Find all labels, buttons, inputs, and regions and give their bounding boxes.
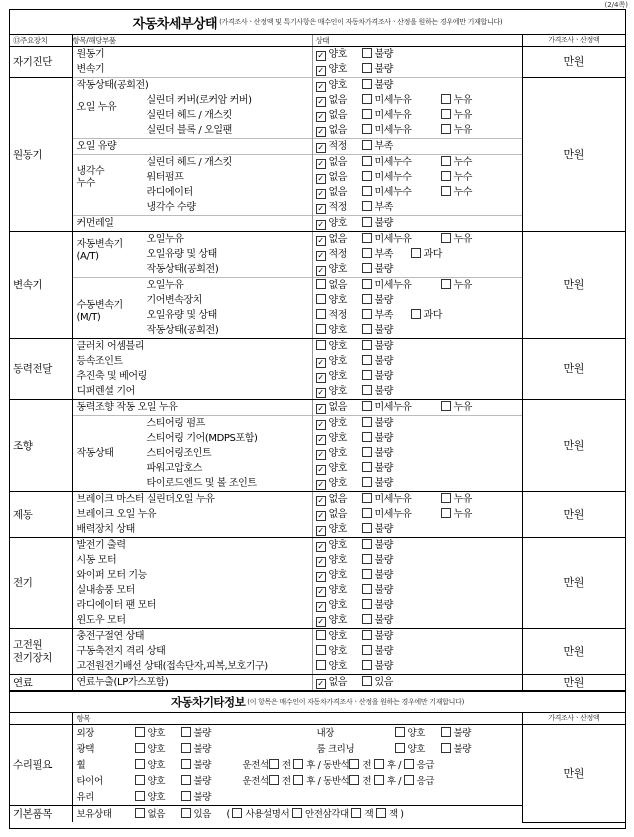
checkbox[interactable] bbox=[316, 174, 326, 184]
checkbox[interactable] bbox=[362, 493, 372, 503]
checkbox[interactable] bbox=[316, 189, 326, 199]
status-hv-wiring: 양호 불량 bbox=[312, 659, 522, 675]
status-at-oil-leak: ✓ 없음 미세누유 누유 bbox=[312, 232, 522, 248]
item-battery: 구동축전지 격리 상태 bbox=[76, 645, 166, 657]
checkbox[interactable] bbox=[441, 109, 451, 119]
status-coolant-level: ✓ 적정 부족 bbox=[312, 200, 522, 216]
checkbox[interactable] bbox=[316, 404, 326, 414]
checkbox[interactable] bbox=[362, 156, 372, 166]
item-steer-pump: 스티어링 펌프 bbox=[72, 416, 312, 432]
status-at-op: ✓ 양호 불량 bbox=[312, 262, 522, 278]
checkbox[interactable] bbox=[362, 614, 372, 624]
checkbox[interactable] bbox=[316, 420, 326, 430]
checkbox[interactable] bbox=[362, 539, 372, 549]
checkbox[interactable] bbox=[316, 435, 326, 445]
checkbox[interactable] bbox=[181, 791, 191, 801]
item-at-oil-level: 오일유량 및 상태 bbox=[146, 248, 217, 260]
price-braking: 만원 bbox=[522, 492, 625, 538]
checkbox[interactable] bbox=[362, 186, 372, 196]
checkbox[interactable] bbox=[441, 508, 451, 518]
status-radiator: ✓ 없음 미세누수 누수 bbox=[312, 185, 522, 200]
item-brake-master: 브레이크 마스터 실린더오일 누유 bbox=[76, 493, 215, 505]
checkbox[interactable] bbox=[181, 727, 191, 737]
checkbox[interactable] bbox=[316, 66, 326, 76]
row-basic-items: 보유상태 없음 있음 ( 사용설명서 안전삼각대 잭 잭 ) bbox=[76, 808, 404, 820]
checkbox[interactable] bbox=[362, 79, 372, 89]
status-mt-op: 양호 불량 bbox=[312, 323, 522, 339]
checkbox[interactable] bbox=[411, 248, 421, 258]
cat-self-diagnosis: 자기진단 bbox=[10, 47, 72, 78]
section1-title: 자동차세부상태 bbox=[132, 16, 218, 32]
checkbox[interactable] bbox=[362, 279, 372, 289]
label-coolant-leak: 냉각수 누수 bbox=[76, 165, 105, 189]
checkbox[interactable] bbox=[362, 462, 372, 472]
section2-header bbox=[10, 691, 625, 713]
checkbox[interactable] bbox=[316, 159, 326, 169]
price-steering: 만원 bbox=[522, 400, 625, 492]
checkbox[interactable] bbox=[362, 124, 372, 134]
checkbox[interactable] bbox=[441, 279, 451, 289]
checkbox[interactable] bbox=[316, 236, 326, 246]
checkbox[interactable] bbox=[316, 480, 326, 490]
status-at-oil-level: ✓ 적정 부족 과다 bbox=[312, 247, 522, 262]
item-hv-wiring: 고전원전기배선 상태(접속단자,피복,보호기구) bbox=[72, 659, 312, 675]
status-mt-oil-leak: 없음 미세누유 누유 bbox=[312, 278, 522, 294]
header2-item: 항목 bbox=[72, 713, 522, 725]
section1-note: (가격조사ㆍ산정액 및 특기사항은 매수인이 자동차가격조사ㆍ산정을 원하는 경우에만 기재합니다) bbox=[219, 18, 503, 26]
item-at-oil-leak: 자동변속기 (A/T) 오일누유 bbox=[76, 233, 184, 262]
status-hose: ✓ 양호 불량 bbox=[312, 461, 522, 476]
row-polish: 광택 양호 불량 룸 크리닝 양호 불량 bbox=[76, 743, 472, 755]
status-booster: ✓ 양호 불량 bbox=[312, 522, 522, 538]
section2-note: (이 항목은 매수인이 자동차가격조사ㆍ산정을 원하는 경우에만 기재합니다) bbox=[247, 698, 464, 706]
checkbox[interactable] bbox=[362, 676, 372, 686]
checkbox[interactable] bbox=[441, 124, 451, 134]
checkbox[interactable] bbox=[316, 112, 326, 122]
item-diff: 디퍼렌셜 기어 bbox=[72, 384, 312, 400]
checkbox[interactable] bbox=[316, 630, 326, 640]
checkbox[interactable] bbox=[316, 373, 326, 383]
item-common-rail: 커먼레일 bbox=[72, 216, 312, 232]
other-info-table bbox=[10, 713, 625, 823]
checkbox[interactable] bbox=[316, 496, 326, 506]
checkbox[interactable] bbox=[316, 294, 326, 304]
price-power: 만원 bbox=[522, 339, 625, 400]
checkbox[interactable] bbox=[441, 171, 451, 181]
item-mt-gear: 수동변속기 (M/T) 기어변속장치 bbox=[76, 294, 203, 323]
item-rad-fan: 라디에이터 팬 모터 bbox=[76, 599, 157, 611]
checkbox[interactable] bbox=[362, 140, 372, 150]
checkbox[interactable] bbox=[362, 432, 372, 442]
cat-repair-needed: 수리필요 bbox=[10, 725, 72, 806]
price-electric: 만원 bbox=[522, 538, 625, 629]
status-battery: 양호 불량 bbox=[312, 644, 522, 659]
cat-braking: 제동 bbox=[10, 492, 72, 538]
label-mt: 수동변속기 (M/T) bbox=[76, 299, 123, 323]
checkbox[interactable] bbox=[316, 587, 326, 597]
checkbox[interactable] bbox=[362, 554, 372, 564]
price-transmission: 만원 bbox=[522, 232, 625, 339]
checkbox[interactable] bbox=[362, 263, 372, 273]
checkbox[interactable] bbox=[316, 542, 326, 552]
status-insulation: 양호 불량 bbox=[312, 629, 522, 645]
checkbox[interactable] bbox=[316, 340, 326, 350]
item-propshaft: 추진축 및 베어링 bbox=[76, 370, 147, 382]
header-category: ⑬주요장치 bbox=[10, 35, 72, 47]
price-fuel: 만원 bbox=[522, 675, 625, 691]
checkbox[interactable] bbox=[316, 388, 326, 398]
header-item: 항목/해당부품 bbox=[72, 35, 312, 47]
checkbox[interactable] bbox=[269, 775, 279, 785]
label-steer-op: 작동상태 bbox=[76, 447, 114, 459]
status-tie-rod: ✓ 양호 불량 bbox=[312, 476, 522, 492]
item-wiper: 와이퍼 모터 기능 bbox=[76, 569, 147, 581]
checkbox[interactable] bbox=[441, 727, 451, 737]
checkbox[interactable] bbox=[316, 511, 326, 521]
item-mt-op: 작동상태(공회전) bbox=[72, 323, 312, 339]
checkbox[interactable] bbox=[316, 220, 326, 230]
section1-header bbox=[10, 10, 625, 35]
cat-electric: 전기 bbox=[10, 538, 72, 629]
checkbox[interactable] bbox=[135, 743, 145, 753]
status-op-idle: ✓ 양호 불량 bbox=[312, 78, 522, 94]
checkbox[interactable] bbox=[181, 808, 191, 818]
checkbox[interactable] bbox=[404, 775, 414, 785]
checkbox[interactable] bbox=[362, 309, 372, 319]
checkbox[interactable] bbox=[362, 233, 372, 243]
checkbox[interactable] bbox=[374, 759, 384, 769]
status-clutch: 양호 불량 bbox=[312, 339, 522, 355]
checkbox[interactable] bbox=[362, 109, 372, 119]
checkbox[interactable] bbox=[362, 370, 372, 380]
item-cv-joint: 등속조인트 bbox=[76, 355, 123, 367]
item-water-pump: 냉각수 누수 워터펌프 bbox=[76, 165, 184, 189]
item-brake-oil: 브레이크 오일 누유 bbox=[76, 508, 157, 520]
checkbox[interactable] bbox=[293, 759, 303, 769]
checkbox[interactable] bbox=[411, 309, 421, 319]
status-prime-mover: ✓ 양호 불량 bbox=[312, 47, 522, 63]
price-self-diagnosis: 만원 bbox=[522, 47, 625, 78]
checkbox[interactable] bbox=[181, 759, 191, 769]
item-cool-head: 실린더 헤드 / 개스킷 bbox=[72, 155, 312, 171]
item-steer-gear: 스티어링 기어(MDPS포함) bbox=[146, 432, 258, 444]
item-coolant-level: 냉각수 수량 bbox=[146, 201, 196, 213]
cat-fuel: 연료 bbox=[10, 675, 72, 691]
checkbox[interactable] bbox=[135, 727, 145, 737]
row-exterior: 외장 양호 불량 내장 양호 불량 bbox=[76, 727, 472, 739]
checkbox[interactable] bbox=[362, 385, 372, 395]
status-cyl-cover: ✓ 없음 미세누유 누유 bbox=[312, 93, 522, 108]
checkbox[interactable] bbox=[362, 477, 372, 487]
cat-motor: 원동기 bbox=[10, 78, 72, 232]
checkbox[interactable] bbox=[404, 759, 414, 769]
status-ps-oil: ✓ 없음 미세누유 누유 bbox=[312, 400, 522, 416]
checkbox[interactable] bbox=[316, 660, 326, 670]
item-tie-rod: 타이로드엔드 및 볼 조인트 bbox=[72, 476, 312, 492]
inspection-sheet bbox=[9, 9, 626, 829]
checkbox[interactable] bbox=[362, 523, 372, 533]
checkbox[interactable] bbox=[362, 171, 372, 181]
checkbox[interactable] bbox=[395, 727, 405, 737]
status-mt-gear: 양호 불량 bbox=[312, 293, 522, 308]
item-insulation: 충전구절연 상태 bbox=[76, 630, 145, 642]
checkbox[interactable] bbox=[441, 493, 451, 503]
checkbox[interactable] bbox=[362, 217, 372, 227]
checkbox[interactable] bbox=[316, 526, 326, 536]
cat-high-voltage: 고전원 전기장치 bbox=[10, 629, 72, 675]
price-high-voltage: 만원 bbox=[522, 629, 625, 675]
checkbox[interactable] bbox=[349, 775, 359, 785]
item-cyl-head: 실린더 헤드 / 개스킷 bbox=[146, 109, 232, 121]
checkbox[interactable] bbox=[316, 97, 326, 107]
checkbox[interactable] bbox=[316, 266, 326, 276]
checkbox[interactable] bbox=[316, 51, 326, 61]
checkbox[interactable] bbox=[362, 569, 372, 579]
status-transmission: ✓ 양호 불량 bbox=[312, 62, 522, 78]
checkbox[interactable] bbox=[269, 759, 279, 769]
checkbox[interactable] bbox=[292, 808, 302, 818]
checkbox[interactable] bbox=[181, 743, 191, 753]
checkbox[interactable] bbox=[135, 808, 145, 818]
checkbox[interactable] bbox=[316, 617, 326, 627]
item-ps-oil: 동력조향 작동 오일 누유 bbox=[76, 401, 178, 413]
row-glass: 유리 양호 불량 bbox=[72, 789, 522, 806]
item-blower: 실내송풍 모터 bbox=[76, 584, 135, 596]
checkbox[interactable] bbox=[374, 775, 384, 785]
checkbox[interactable] bbox=[349, 759, 359, 769]
checkbox[interactable] bbox=[316, 602, 326, 612]
checkbox[interactable] bbox=[376, 808, 386, 818]
section2-title: 자동차기타정보 bbox=[171, 695, 246, 709]
cat-basic-items: 기본품목 bbox=[10, 806, 72, 823]
status-cv-joint: ✓ 양호 불량 bbox=[312, 354, 522, 369]
checkbox[interactable] bbox=[362, 201, 372, 211]
checkbox[interactable] bbox=[362, 645, 372, 655]
checkbox[interactable] bbox=[441, 156, 451, 166]
checkbox[interactable] bbox=[316, 358, 326, 368]
checkbox[interactable] bbox=[316, 309, 326, 319]
checkbox[interactable] bbox=[135, 791, 145, 801]
checkbox[interactable] bbox=[316, 204, 326, 214]
checkbox[interactable] bbox=[316, 465, 326, 475]
cat-steering: 조향 bbox=[10, 400, 72, 492]
checkbox[interactable] bbox=[316, 557, 326, 567]
checkbox[interactable] bbox=[362, 48, 372, 58]
checkbox[interactable] bbox=[316, 645, 326, 655]
status-cool-head: ✓ 없음 미세누수 누수 bbox=[312, 155, 522, 171]
item-alternator: 발전기 출력 bbox=[76, 539, 126, 551]
checkbox[interactable] bbox=[135, 775, 145, 785]
checkbox[interactable] bbox=[293, 775, 303, 785]
price-motor: 만원 bbox=[522, 78, 625, 232]
checkbox[interactable] bbox=[441, 94, 451, 104]
status-cyl-block: ✓ 없음 미세누유 누유 bbox=[312, 123, 522, 139]
header-price: 가격조사ㆍ산정액 bbox=[522, 35, 625, 47]
item-radiator: 라디에이터 bbox=[146, 186, 193, 198]
status-rad-fan: ✓ 양호 불량 bbox=[312, 598, 522, 613]
checkbox[interactable] bbox=[441, 743, 451, 753]
checkbox[interactable] bbox=[362, 63, 372, 73]
status-fuel-leak: ✓ 없음 있음 bbox=[312, 675, 522, 691]
status-steer-pump: ✓ 양호 불량 bbox=[312, 416, 522, 432]
item-hose: 파워고압호스 bbox=[146, 462, 203, 474]
checkbox[interactable] bbox=[181, 775, 191, 785]
status-diff: ✓ 양호 불량 bbox=[312, 384, 522, 400]
item-mt-oil-level: 오일유량 및 상태 bbox=[146, 309, 217, 321]
checkbox[interactable] bbox=[316, 450, 326, 460]
status-steer-joint: ✓ 양호 불량 bbox=[312, 446, 522, 461]
status-wiper: ✓ 양호 불량 bbox=[312, 568, 522, 583]
checkbox[interactable] bbox=[441, 186, 451, 196]
checkbox[interactable] bbox=[316, 279, 326, 289]
item-cyl-cover: 오일 누유 실린더 커버(로커암 커버) bbox=[76, 94, 252, 113]
status-oil-level: ✓ 적정 부족 bbox=[312, 139, 522, 155]
item-window: 윈도우 모터 bbox=[72, 613, 312, 629]
checkbox[interactable] bbox=[362, 660, 372, 670]
checkbox[interactable] bbox=[362, 324, 372, 334]
status-window: ✓ 양호 불량 bbox=[312, 613, 522, 629]
checkbox[interactable] bbox=[362, 417, 372, 427]
checkbox[interactable] bbox=[135, 759, 145, 769]
item-mt-oil-leak: 오일누유 bbox=[72, 278, 312, 294]
checkbox[interactable] bbox=[362, 94, 372, 104]
checkbox[interactable] bbox=[362, 447, 372, 457]
checkbox[interactable] bbox=[441, 233, 451, 243]
header-status: 상태 bbox=[312, 35, 522, 47]
item-starter: 시동 모터 bbox=[76, 554, 117, 566]
label-oil-leak: 오일 누유 bbox=[76, 101, 117, 113]
status-starter: ✓ 양호 불량 bbox=[312, 553, 522, 568]
checkbox[interactable] bbox=[316, 127, 326, 137]
item-fuel-leak: 연료누출(LP가스포함) bbox=[72, 675, 312, 691]
checkbox[interactable] bbox=[316, 143, 326, 153]
status-alternator: ✓ 양호 불량 bbox=[312, 538, 522, 554]
checkbox[interactable] bbox=[362, 355, 372, 365]
item-clutch: 클러치 어셈블리 bbox=[76, 340, 145, 352]
checkbox[interactable] bbox=[362, 340, 372, 350]
page-number: (2/4쪽) bbox=[604, 1, 628, 9]
item-booster: 배력장치 상태 bbox=[72, 522, 312, 538]
checkbox[interactable] bbox=[395, 743, 405, 753]
checkbox[interactable] bbox=[362, 599, 372, 609]
checkbox[interactable] bbox=[362, 401, 372, 411]
price-other: 만원 bbox=[522, 725, 625, 823]
row-tire: 타이어 양호 불량 운전석 전 후 / 동반석 전 후 / 응급 bbox=[76, 775, 435, 787]
detail-status-table bbox=[10, 35, 625, 691]
status-steer-gear: ✓ 양호 불량 bbox=[312, 431, 522, 446]
checkbox[interactable] bbox=[316, 679, 326, 689]
item-at-op: 작동상태(공회전) bbox=[146, 263, 219, 275]
checkbox[interactable] bbox=[362, 584, 372, 594]
checkbox[interactable] bbox=[362, 294, 372, 304]
status-brake-oil: ✓ 없음 미세누유 누유 bbox=[312, 507, 522, 522]
status-brake-master: ✓ 없음 미세누유 누유 bbox=[312, 492, 522, 508]
status-blower: ✓ 양호 불량 bbox=[312, 583, 522, 598]
status-mt-oil-level: 적정 부족 과다 bbox=[312, 308, 522, 323]
checkbox[interactable] bbox=[362, 508, 372, 518]
checkbox[interactable] bbox=[441, 401, 451, 411]
status-cyl-head: ✓ 없음 미세누유 누유 bbox=[312, 108, 522, 123]
checkbox[interactable] bbox=[351, 808, 361, 818]
item-transmission: 변속기 bbox=[76, 63, 105, 75]
status-water-pump: ✓ 없음 미세누수 누수 bbox=[312, 170, 522, 185]
checkbox[interactable] bbox=[316, 324, 326, 334]
status-propshaft: ✓ 양호 불량 bbox=[312, 369, 522, 384]
checkbox[interactable] bbox=[316, 251, 326, 261]
item-cyl-block: 실린더 블록 / 오일팬 bbox=[146, 124, 232, 136]
header2-price: 가격조사ㆍ산정액 bbox=[522, 713, 625, 725]
row-wheel: 휠 양호 불량 운전석 전 후 / 동반석 전 후 / 응급 bbox=[76, 759, 435, 771]
checkbox[interactable] bbox=[362, 248, 372, 258]
checkbox[interactable] bbox=[362, 630, 372, 640]
cat-power: 동력전달 bbox=[10, 339, 72, 400]
checkbox[interactable] bbox=[232, 808, 242, 818]
checkbox[interactable] bbox=[316, 572, 326, 582]
item-prime-mover: 원동기 bbox=[76, 48, 105, 60]
item-op-idle: 작동상태(공회전) bbox=[72, 78, 312, 94]
item-oil-level: 오일 유량 bbox=[72, 139, 312, 155]
label-at: 자동변속기 (A/T) bbox=[76, 238, 123, 262]
status-common-rail: ✓ 양호 불량 bbox=[312, 216, 522, 232]
checkbox[interactable] bbox=[316, 82, 326, 92]
cat-transmission: 변속기 bbox=[10, 232, 72, 339]
item-steer-joint: 작동상태 스티어링조인트 bbox=[76, 447, 212, 459]
